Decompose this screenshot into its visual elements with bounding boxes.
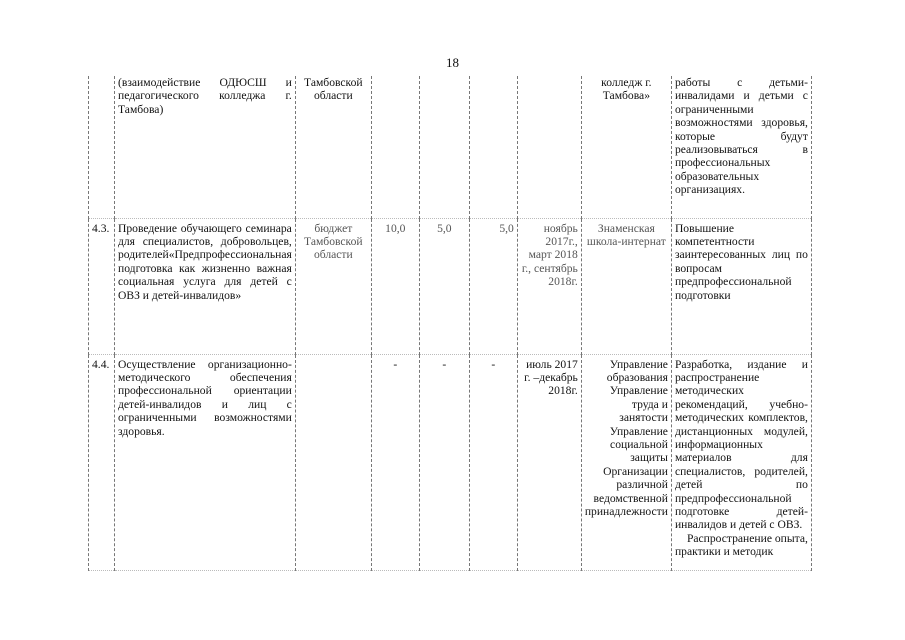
plan-table <box>88 76 812 571</box>
funding-source-cell: Тамбовской области <box>295 76 371 218</box>
amount-year2-cell: 5,0 <box>469 218 517 354</box>
amount-year2-cell: - <box>469 354 517 570</box>
activity-name-cell: (взаимодействие ОДЮСШ и педагогического колледжа г. Тамбова) <box>115 76 296 218</box>
period-cell <box>517 76 581 218</box>
amount-total-cell: 10,0 <box>371 218 419 354</box>
funding-source-cell: бюджет Тамбовской области <box>295 218 371 354</box>
expected-result-cell: Разработка, издание и распространение методических рекомендаций, учебно-методических комплектов, дистанционных модулей, информационных материалов для специалистов, родителей, детей по предпрофессиональной подготовке детей-инвалидов и детей с ОВЗ. Распространение опыта, практики и методик <box>671 354 811 570</box>
period-cell: июль 2017 г. –декабрь 2018г. <box>517 354 581 570</box>
expected-result-cell: Повышение компетентности заинтересованных лиц по вопросам предпрофессиональной подготовки <box>671 218 811 354</box>
executor-cell: Знаменская школа-интернат <box>581 218 671 354</box>
page-number: 18 <box>446 55 459 70</box>
amount-year1-cell: 5,0 <box>419 218 469 354</box>
table-row <box>89 354 812 570</box>
row-number-cell <box>89 76 115 218</box>
executor-cell: Управление образования Управление труда и занятости Управление социальной защиты Организации различной ведомственной принадлежности <box>581 354 671 570</box>
amount-total-cell <box>371 76 419 218</box>
amount-total-cell: - <box>371 354 419 570</box>
activity-name-cell: Осуществление организационно-методического обеспечения профессиональной ориентации детей-инвалидов и лиц с ограниченными возможностями здоровья. <box>115 354 296 570</box>
executor-cell: колледж г. Тамбова» <box>581 76 671 218</box>
expected-result-continuation: Распространение опыта, практики и методик <box>674 531 808 559</box>
activity-name-cell: Проведение обучающего семинара для специалистов, добровольцев, родителей«Предпрофессиональная подготовка как жизненно важная социальная услуга для детей с ОВЗ и детей-инвалидов» <box>115 218 296 354</box>
amount-year2-cell <box>469 76 517 218</box>
amount-year1-cell: - <box>419 354 469 570</box>
expected-result-cell: работы с детьми-инвалидами и детьми с ограниченными возможностями здоровья, которые будут реализовываться в профессиональных образовательных организациях. <box>671 76 811 218</box>
row-number-cell: 4.4. <box>89 354 115 570</box>
funding-source-cell <box>295 354 371 570</box>
row-number-cell: 4.3. <box>89 218 115 354</box>
table-row <box>89 218 812 354</box>
amount-year1-cell <box>419 76 469 218</box>
table-row <box>89 76 812 218</box>
period-cell: ноябрь 2017г., март 2018 г., сентябрь 2018г. <box>517 218 581 354</box>
